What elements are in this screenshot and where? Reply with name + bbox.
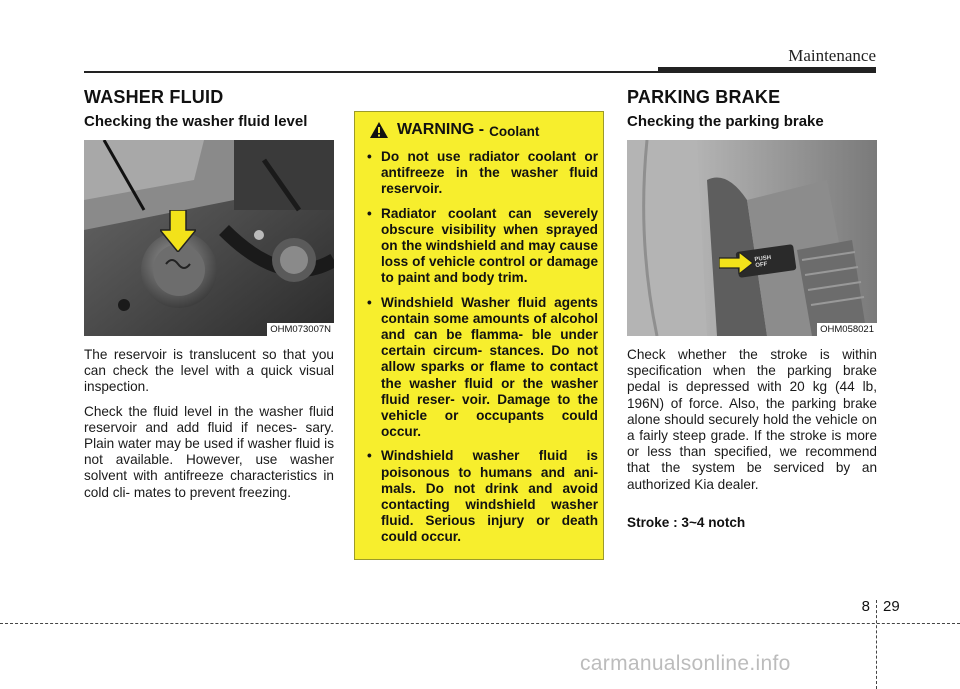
running-header: Maintenance xyxy=(788,46,876,65)
chapter-number: 8 xyxy=(861,598,870,615)
warning-subtitle: Coolant xyxy=(489,123,540,139)
washer-fluid-text xyxy=(84,347,334,501)
warning-item: • Windshield washer fluid is poisonous to humans and ani- mals. Do not drink and avoid contacting windshield washer fluid. Serious injury or death could occur. xyxy=(366,448,598,545)
pedal-text-off: OFF xyxy=(755,261,768,270)
washer-fluid-subheading: Checking the washer fluid level xyxy=(84,113,308,130)
yellow-arrow-icon xyxy=(160,210,196,252)
footer-rule xyxy=(0,623,960,624)
watermark: carmanualsonline.info xyxy=(580,652,791,675)
paragraph: Check the fluid level in the washer fluid reservoir and add fluid if neces- sary. Plain water may be used if washer fluid is not available. However, use washer solvent with antifreeze characteristics in cold cli- mates to prevent freezing. xyxy=(84,403,334,500)
paragraph: The reservoir is translucent so that you can check the level with a quick visual inspection. xyxy=(84,347,334,395)
parking-brake-subheading: Checking the parking brake xyxy=(627,113,824,130)
warning-box xyxy=(354,111,604,560)
warning-title: WARNING - xyxy=(397,121,485,138)
photo-code: OHM073007N xyxy=(267,323,334,336)
parking-brake-text xyxy=(627,347,877,493)
header-rule xyxy=(84,71,658,73)
paragraph: Check whether the stroke is within specification when the parking brake pedal is depressed with 20 kg (44 lb, 196N) of force. Also, the parking brake alone should securely hold the vehicle on a fairly steep grade. If the stroke is more or less than specified, we recommend that the system be serviced by an authorized Kia dealer. xyxy=(627,347,877,492)
warning-list xyxy=(366,149,598,554)
parking-brake-title: PARKING BRAKE xyxy=(627,87,781,107)
yellow-arrow-icon xyxy=(719,252,753,274)
stroke-spec: Stroke : 3~4 notch xyxy=(627,515,746,530)
photo-code: OHM058021 xyxy=(817,323,877,336)
pedal-label xyxy=(754,255,772,269)
warning-triangle-icon xyxy=(369,121,389,139)
header-rule-accent xyxy=(658,67,876,73)
warning-item: • Radiator coolant can severely obscure visibility when sprayed on the windshield and may cause loss of vehicle control or damage to paint and body trim. xyxy=(366,206,598,287)
warning-item: • Windshield Washer fluid agents contain some amounts of alcohol and can be flamma- ble under certain circum- stances. Do not allow sparks or flame to contact the washer fluid or the washer fluid reser- voir. Damage to the vehicle or occupants could occur. xyxy=(366,295,598,441)
pedal-text-push: PUSH xyxy=(754,254,772,264)
washer-fluid-title: WASHER FLUID xyxy=(84,87,224,107)
warning-header xyxy=(369,121,539,139)
page-number: 29 xyxy=(883,598,900,615)
parking-brake-photo xyxy=(627,140,877,336)
warning-item: • Do not use radiator coolant or antifreeze in the washer fluid reservoir. xyxy=(366,149,598,198)
footer-divider xyxy=(876,600,877,689)
washer-reservoir-photo xyxy=(84,140,334,336)
